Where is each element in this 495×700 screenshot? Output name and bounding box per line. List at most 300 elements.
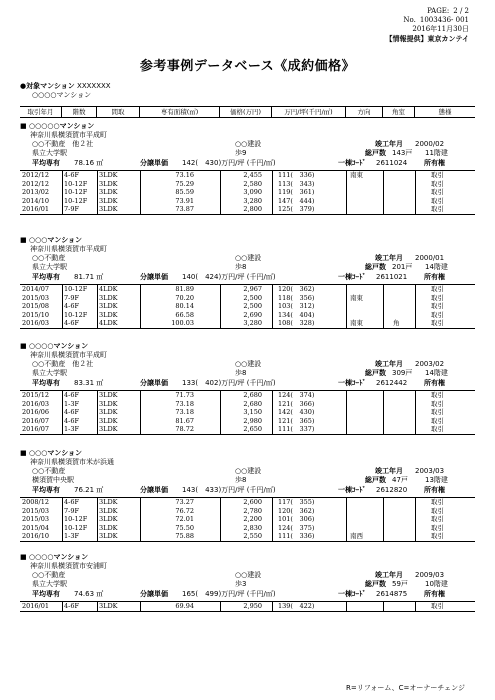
row-floor: 10-12F bbox=[64, 196, 88, 205]
unit-price: 140( 424)万円/坪 (千円/㎡) bbox=[182, 273, 276, 281]
row-type: 取引 bbox=[431, 506, 444, 515]
avg-area: 81.71 ㎡ bbox=[74, 273, 104, 281]
owner-label: 所有権 bbox=[424, 379, 445, 387]
row-date: 2016/03 bbox=[22, 399, 50, 408]
built-label: 竣工年月 bbox=[375, 571, 403, 579]
row-tsubo: 125( 379) bbox=[278, 205, 315, 213]
building-code: 2612820 bbox=[376, 486, 408, 494]
unit-price-label: 分譲単価 bbox=[140, 486, 168, 494]
col-corner: 角室 bbox=[383, 107, 415, 117]
row-plan: 4LDK bbox=[99, 319, 118, 327]
doc-no-label: No. bbox=[403, 16, 416, 24]
builder: ○○建設 bbox=[235, 467, 262, 475]
transaction-table bbox=[20, 497, 475, 542]
row-date: 2015/08 bbox=[22, 302, 50, 310]
row-tsubo: 111( 336) bbox=[278, 171, 315, 179]
firm-line bbox=[20, 467, 475, 476]
property-address: 神奈川県横須賀市平成町 bbox=[30, 245, 107, 253]
units: 143戸 bbox=[392, 149, 413, 157]
row-type: 取引 bbox=[431, 399, 444, 408]
property-address: 神奈川県横須賀市米が浜通 bbox=[30, 458, 114, 466]
unit-price-label: 分譲単価 bbox=[140, 273, 168, 281]
code-label: 一棟ｺｰﾄﾞ bbox=[338, 379, 366, 387]
row-date: 2016/01 bbox=[22, 205, 50, 213]
owner-label: 所有権 bbox=[424, 159, 445, 167]
property-name: ■ ○○○マンション bbox=[20, 449, 83, 457]
row-type: 取引 bbox=[431, 319, 444, 327]
builder: ○○建設 bbox=[235, 140, 262, 148]
table-row bbox=[20, 524, 475, 533]
row-corner: 角 bbox=[393, 319, 400, 327]
table-row bbox=[20, 294, 475, 303]
row-type: 取引 bbox=[431, 416, 444, 425]
row-price: 2,690 bbox=[243, 310, 262, 319]
units-label: 総戸数 bbox=[365, 149, 386, 157]
seller: ○○不動産 bbox=[32, 254, 66, 262]
row-tsubo: 139( 422) bbox=[278, 602, 315, 610]
row-area: 81.67 bbox=[175, 416, 194, 425]
row-floor: 10-12F bbox=[64, 285, 88, 293]
average-line bbox=[20, 589, 475, 599]
unit-price-label: 分譲単価 bbox=[140, 159, 168, 167]
builder: ○○建設 bbox=[235, 360, 262, 368]
row-area: 81.89 bbox=[175, 285, 194, 293]
floors: 14階建 bbox=[425, 263, 448, 271]
table-row bbox=[20, 391, 475, 400]
row-floor: 10-12F bbox=[64, 188, 88, 196]
table-row bbox=[20, 417, 475, 426]
average-line bbox=[20, 158, 475, 168]
table-row bbox=[20, 602, 475, 611]
row-tsubo: 111( 336) bbox=[278, 532, 315, 540]
row-tsubo: 108( 328) bbox=[278, 319, 315, 327]
row-floor: 1-3F bbox=[64, 399, 79, 408]
row-area: 72.01 bbox=[175, 515, 194, 523]
building-code: 2612442 bbox=[376, 379, 408, 387]
units: 201戸 bbox=[392, 263, 413, 271]
walk-time: 歩9 bbox=[235, 149, 247, 157]
row-direction: 南東 bbox=[350, 171, 363, 179]
property-name: ■ ○○○○マンション bbox=[20, 342, 89, 350]
row-price: 2,680 bbox=[243, 399, 262, 408]
row-tsubo: 120( 362) bbox=[278, 506, 315, 515]
row-tsubo: 124( 375) bbox=[278, 523, 315, 532]
table-row bbox=[20, 515, 475, 524]
row-price: 2,967 bbox=[243, 285, 262, 293]
row-plan: 3LDK bbox=[99, 408, 118, 416]
row-date: 2013/02 bbox=[22, 188, 50, 196]
row-floor: 7-9F bbox=[64, 506, 79, 515]
row-direction: 南西 bbox=[350, 532, 363, 540]
row-price: 2,830 bbox=[243, 523, 262, 532]
row-floor: 4-6F bbox=[64, 408, 79, 416]
row-tsubo: 121( 365) bbox=[278, 416, 315, 425]
row-type: 取引 bbox=[431, 310, 444, 319]
row-area: 85.59 bbox=[175, 188, 194, 196]
doc-no: 1003436- 001 bbox=[419, 16, 469, 24]
row-plan: 3LDK bbox=[99, 506, 118, 515]
average-line bbox=[20, 378, 475, 388]
units-label: 総戸数 bbox=[365, 476, 386, 484]
owner-label: 所有権 bbox=[424, 590, 445, 598]
target-info bbox=[20, 82, 111, 100]
row-price: 2,650 bbox=[243, 425, 262, 433]
seller: ○○不動産 bbox=[32, 571, 66, 579]
code-label: 一棟ｺｰﾄﾞ bbox=[338, 486, 366, 494]
report-date: 2016年11月30日 bbox=[412, 25, 469, 33]
page-label: PAGE: bbox=[427, 7, 450, 15]
row-date: 2015/10 bbox=[22, 310, 50, 319]
row-type: 取引 bbox=[431, 179, 444, 188]
row-price: 3,150 bbox=[243, 408, 262, 416]
page-title: 参考事例データベース《成約価格》 bbox=[139, 59, 356, 74]
row-price: 2,600 bbox=[243, 498, 262, 506]
row-type: 取引 bbox=[431, 515, 444, 523]
units: 47戸 bbox=[392, 476, 408, 484]
built-label: 竣工年月 bbox=[375, 467, 403, 475]
table-row bbox=[20, 311, 475, 320]
floors: 10階建 bbox=[425, 580, 448, 588]
table-row bbox=[20, 498, 475, 507]
row-date: 2015/03 bbox=[22, 515, 50, 523]
target-code: XXXXXXX bbox=[77, 82, 111, 90]
row-price: 3,280 bbox=[243, 319, 262, 327]
floors: 13階建 bbox=[425, 476, 448, 484]
seller: ○○不動産 他２社 bbox=[32, 140, 94, 148]
built-label: 竣工年月 bbox=[375, 360, 403, 368]
table-row bbox=[20, 205, 475, 214]
property-section bbox=[20, 449, 475, 542]
col-price: 価格(万円) bbox=[220, 107, 272, 117]
row-plan: 3LDK bbox=[99, 498, 118, 506]
station-line bbox=[20, 476, 475, 485]
row-direction: 南東 bbox=[350, 319, 363, 327]
table-row bbox=[20, 400, 475, 409]
row-plan: 3LDK bbox=[99, 205, 118, 213]
property-section bbox=[20, 236, 475, 329]
code-label: 一棟ｺｰﾄﾞ bbox=[338, 159, 366, 167]
table-row bbox=[20, 408, 475, 417]
col-tsubo: 万円/坪(千円/㎡) bbox=[272, 107, 346, 117]
row-floor: 7-9F bbox=[64, 205, 79, 213]
built-label: 竣工年月 bbox=[375, 140, 403, 148]
row-price: 2,580 bbox=[243, 179, 262, 188]
station-line bbox=[20, 149, 475, 158]
building-code: 2611021 bbox=[376, 273, 408, 281]
row-type: 取引 bbox=[431, 171, 444, 179]
row-type: 取引 bbox=[431, 196, 444, 205]
col-type: 態様 bbox=[438, 108, 452, 116]
table-row bbox=[20, 532, 475, 541]
floors: 14階建 bbox=[425, 369, 448, 377]
units-label: 総戸数 bbox=[365, 263, 386, 271]
column-header bbox=[20, 106, 475, 118]
row-floor: 4-6F bbox=[64, 602, 79, 610]
table-row bbox=[20, 319, 475, 328]
station: 県立大学駅 bbox=[32, 369, 67, 377]
walk-time: 歩8 bbox=[235, 476, 247, 484]
row-price: 2,950 bbox=[243, 602, 262, 610]
row-plan: 3LDK bbox=[99, 391, 118, 399]
row-date: 2015/04 bbox=[22, 523, 50, 532]
firm-line bbox=[20, 140, 475, 149]
row-date: 2014/07 bbox=[22, 285, 50, 293]
row-tsubo: 124( 374) bbox=[278, 391, 315, 399]
row-date: 2016/07 bbox=[22, 416, 50, 425]
unit-price-label: 分譲単価 bbox=[140, 590, 168, 598]
row-type: 取引 bbox=[431, 425, 444, 433]
average-line bbox=[20, 485, 475, 495]
row-area: 73.18 bbox=[175, 408, 194, 416]
firm-line bbox=[20, 254, 475, 263]
row-area: 75.50 bbox=[175, 523, 194, 532]
table-row bbox=[20, 425, 475, 434]
col-floor: 階数 bbox=[62, 107, 97, 117]
row-date: 2015/03 bbox=[22, 293, 50, 302]
row-floor: 1-3F bbox=[64, 425, 79, 433]
row-plan: 3LDK bbox=[99, 171, 118, 179]
units-label: 総戸数 bbox=[365, 369, 386, 377]
firm-line bbox=[20, 360, 475, 369]
average-line bbox=[20, 272, 475, 282]
station-line bbox=[20, 369, 475, 378]
owner-label: 所有権 bbox=[424, 486, 445, 494]
avg-area-label: 平均専有 bbox=[32, 273, 60, 281]
row-tsubo: 101( 306) bbox=[278, 515, 315, 523]
row-date: 2016/06 bbox=[22, 408, 50, 416]
avg-area: 83.31 ㎡ bbox=[74, 379, 104, 387]
row-area: 73.87 bbox=[175, 205, 194, 213]
provider: 【情報提供】東京カンテイ bbox=[385, 34, 469, 43]
built-date: 2000/01 bbox=[415, 254, 445, 262]
row-type: 取引 bbox=[431, 285, 444, 293]
row-area: 75.88 bbox=[175, 532, 194, 540]
row-type: 取引 bbox=[431, 498, 444, 506]
property-address: 神奈川県横須賀市平成町 bbox=[30, 351, 107, 359]
row-date: 2016/07 bbox=[22, 425, 50, 433]
walk-time: 歩8 bbox=[235, 263, 247, 271]
row-type: 取引 bbox=[431, 408, 444, 416]
row-floor: 4-6F bbox=[64, 302, 79, 310]
units: 59戸 bbox=[392, 580, 408, 588]
table-row bbox=[20, 180, 475, 189]
row-area: 75.29 bbox=[175, 179, 194, 188]
row-floor: 10-12F bbox=[64, 523, 88, 532]
row-plan: 3LDK bbox=[99, 602, 118, 610]
row-area: 66.58 bbox=[175, 310, 194, 319]
property-section bbox=[20, 553, 475, 612]
page-number: 2 / 2 bbox=[453, 7, 469, 15]
row-tsubo: 113( 343) bbox=[278, 179, 315, 188]
row-type: 取引 bbox=[431, 602, 444, 610]
row-type: 取引 bbox=[431, 532, 444, 540]
row-date: 2008/12 bbox=[22, 498, 50, 506]
row-area: 69.94 bbox=[175, 602, 194, 610]
col-date: 取引年月 bbox=[20, 107, 62, 117]
unit-price: 143( 433)万円/坪 (千円/㎡) bbox=[182, 486, 276, 494]
avg-area-label: 平均専有 bbox=[32, 159, 60, 167]
row-floor: 1-3F bbox=[64, 532, 79, 540]
table-row bbox=[20, 188, 475, 197]
row-tsubo: 103( 312) bbox=[278, 302, 315, 310]
row-tsubo: 118( 356) bbox=[278, 293, 315, 302]
row-type: 取引 bbox=[431, 302, 444, 310]
transaction-table bbox=[20, 390, 475, 435]
row-price: 2,500 bbox=[243, 293, 262, 302]
avg-area-label: 平均専有 bbox=[32, 590, 60, 598]
row-area: 80.14 bbox=[175, 302, 194, 310]
col-plan: 間取 bbox=[97, 107, 140, 117]
station: 県立大学駅 bbox=[32, 149, 67, 157]
row-floor: 7-9F bbox=[64, 293, 79, 302]
floors: 11階建 bbox=[425, 149, 448, 157]
avg-area: 76.21 ㎡ bbox=[74, 486, 104, 494]
unit-price: 165( 499)万円/坪 (千円/㎡) bbox=[182, 590, 276, 598]
report-header bbox=[385, 7, 469, 43]
row-plan: 3LDK bbox=[99, 523, 118, 532]
row-plan: 3LDK bbox=[99, 310, 118, 319]
row-price: 2,800 bbox=[243, 205, 262, 213]
row-plan: 3LDK bbox=[99, 179, 118, 188]
transaction-table bbox=[20, 601, 475, 612]
row-plan: 3LDK bbox=[99, 416, 118, 425]
transaction-table bbox=[20, 284, 475, 329]
table-row bbox=[20, 302, 475, 311]
building-code: 2611024 bbox=[376, 159, 408, 167]
builder: ○○建設 bbox=[235, 254, 262, 262]
avg-area: 78.16 ㎡ bbox=[74, 159, 104, 167]
builder: ○○建設 bbox=[235, 571, 262, 579]
station: 県立大学駅 bbox=[32, 580, 67, 588]
row-area: 100.03 bbox=[171, 319, 194, 327]
built-date: 2009/03 bbox=[415, 571, 445, 579]
table-row bbox=[20, 507, 475, 516]
avg-area: 74.63 ㎡ bbox=[74, 590, 104, 598]
property-name: ■ ○○○マンション bbox=[20, 236, 83, 244]
footer-note: R=リフォーム、C=オーナーチェンジ bbox=[346, 684, 465, 692]
row-floor: 10-12F bbox=[64, 179, 88, 188]
row-plan: 3LDK bbox=[99, 188, 118, 196]
row-price: 2,455 bbox=[243, 171, 262, 179]
row-plan: 3LDK bbox=[99, 532, 118, 540]
row-area: 78.72 bbox=[175, 425, 194, 433]
station-line bbox=[20, 580, 475, 589]
row-area: 73.16 bbox=[175, 171, 194, 179]
unit-price: 142( 430)万円/坪 (千円/㎡) bbox=[182, 159, 276, 167]
transaction-table bbox=[20, 170, 475, 215]
unit-price: 133( 402)万円/坪 (千円/㎡) bbox=[182, 379, 276, 387]
station: 県立大学駅 bbox=[32, 263, 67, 271]
row-date: 2014/10 bbox=[22, 196, 50, 205]
property-section bbox=[20, 122, 475, 215]
row-type: 取引 bbox=[431, 391, 444, 399]
code-label: 一棟ｺｰﾄﾞ bbox=[338, 590, 366, 598]
row-tsubo: 121( 366) bbox=[278, 399, 315, 408]
row-date: 2016/10 bbox=[22, 532, 50, 540]
row-price: 2,980 bbox=[243, 416, 262, 425]
row-area: 73.91 bbox=[175, 196, 194, 205]
row-plan: 3LDK bbox=[99, 515, 118, 523]
row-area: 73.18 bbox=[175, 399, 194, 408]
built-label: 竣工年月 bbox=[375, 254, 403, 262]
col-direction: 方向 bbox=[346, 107, 383, 117]
table-row bbox=[20, 171, 475, 180]
row-area: 70.20 bbox=[175, 293, 194, 302]
row-price: 3,280 bbox=[243, 196, 262, 205]
row-price: 2,500 bbox=[243, 302, 262, 310]
row-type: 取引 bbox=[431, 205, 444, 213]
avg-area-label: 平均専有 bbox=[32, 379, 60, 387]
row-price: 2,780 bbox=[243, 506, 262, 515]
row-tsubo: 111( 337) bbox=[278, 425, 315, 433]
row-type: 取引 bbox=[431, 188, 444, 196]
station-line bbox=[20, 263, 475, 272]
row-type: 取引 bbox=[431, 293, 444, 302]
walk-time: 歩3 bbox=[235, 580, 247, 588]
built-date: 2000/02 bbox=[415, 140, 445, 148]
target-label: ●対象マンション bbox=[20, 82, 75, 90]
row-direction: 南東 bbox=[350, 293, 363, 302]
row-type: 取引 bbox=[431, 523, 444, 532]
property-name: ■ ○○○○マンション bbox=[20, 553, 89, 561]
row-floor: 4-6F bbox=[64, 498, 79, 506]
row-tsubo: 119( 361) bbox=[278, 188, 315, 196]
code-label: 一棟ｺｰﾄﾞ bbox=[338, 273, 366, 281]
building-code: 2614875 bbox=[376, 590, 408, 598]
row-date: 2016/01 bbox=[22, 602, 50, 610]
unit-price-label: 分譲単価 bbox=[140, 379, 168, 387]
row-floor: 4-6F bbox=[64, 416, 79, 425]
row-plan: 3LDK bbox=[99, 302, 118, 310]
owner-label: 所有権 bbox=[424, 273, 445, 281]
row-tsubo: 147( 444) bbox=[278, 196, 315, 205]
row-date: 2012/12 bbox=[22, 171, 50, 179]
row-price: 2,550 bbox=[243, 532, 262, 540]
row-floor: 10-12F bbox=[64, 310, 88, 319]
property-address: 神奈川県横須賀市安浦町 bbox=[30, 562, 107, 570]
table-row bbox=[20, 285, 475, 294]
row-date: 2016/03 bbox=[22, 319, 50, 327]
firm-line bbox=[20, 571, 475, 580]
built-date: 2003/02 bbox=[415, 360, 445, 368]
row-floor: 4-6F bbox=[64, 319, 79, 327]
property-name: ■ ○○○○○マンション bbox=[20, 122, 95, 130]
row-plan: 3LDK bbox=[99, 399, 118, 408]
seller: ○○不動産 bbox=[32, 467, 66, 475]
built-date: 2003/03 bbox=[415, 467, 445, 475]
units-label: 総戸数 bbox=[365, 580, 386, 588]
row-date: 2012/12 bbox=[22, 179, 50, 188]
row-price: 3,090 bbox=[243, 188, 262, 196]
row-area: 73.27 bbox=[175, 498, 194, 506]
row-tsubo: 134( 404) bbox=[278, 310, 315, 319]
row-price: 2,200 bbox=[243, 515, 262, 523]
station: 横須賀中央駅 bbox=[32, 476, 74, 484]
property-section bbox=[20, 342, 475, 435]
avg-area-label: 平均専有 bbox=[32, 486, 60, 494]
row-price: 2,680 bbox=[243, 391, 262, 399]
row-plan: 3LDK bbox=[99, 196, 118, 205]
row-area: 71.73 bbox=[175, 391, 194, 399]
row-tsubo: 120( 362) bbox=[278, 285, 315, 293]
target-name: ○○○○マンション bbox=[32, 91, 92, 99]
row-tsubo: 142( 430) bbox=[278, 408, 315, 416]
row-tsubo: 117( 355) bbox=[278, 498, 315, 506]
walk-time: 歩8 bbox=[235, 369, 247, 377]
units: 309戸 bbox=[392, 369, 413, 377]
property-address: 神奈川県横須賀市平成町 bbox=[30, 131, 107, 139]
row-area: 76.72 bbox=[175, 506, 194, 515]
